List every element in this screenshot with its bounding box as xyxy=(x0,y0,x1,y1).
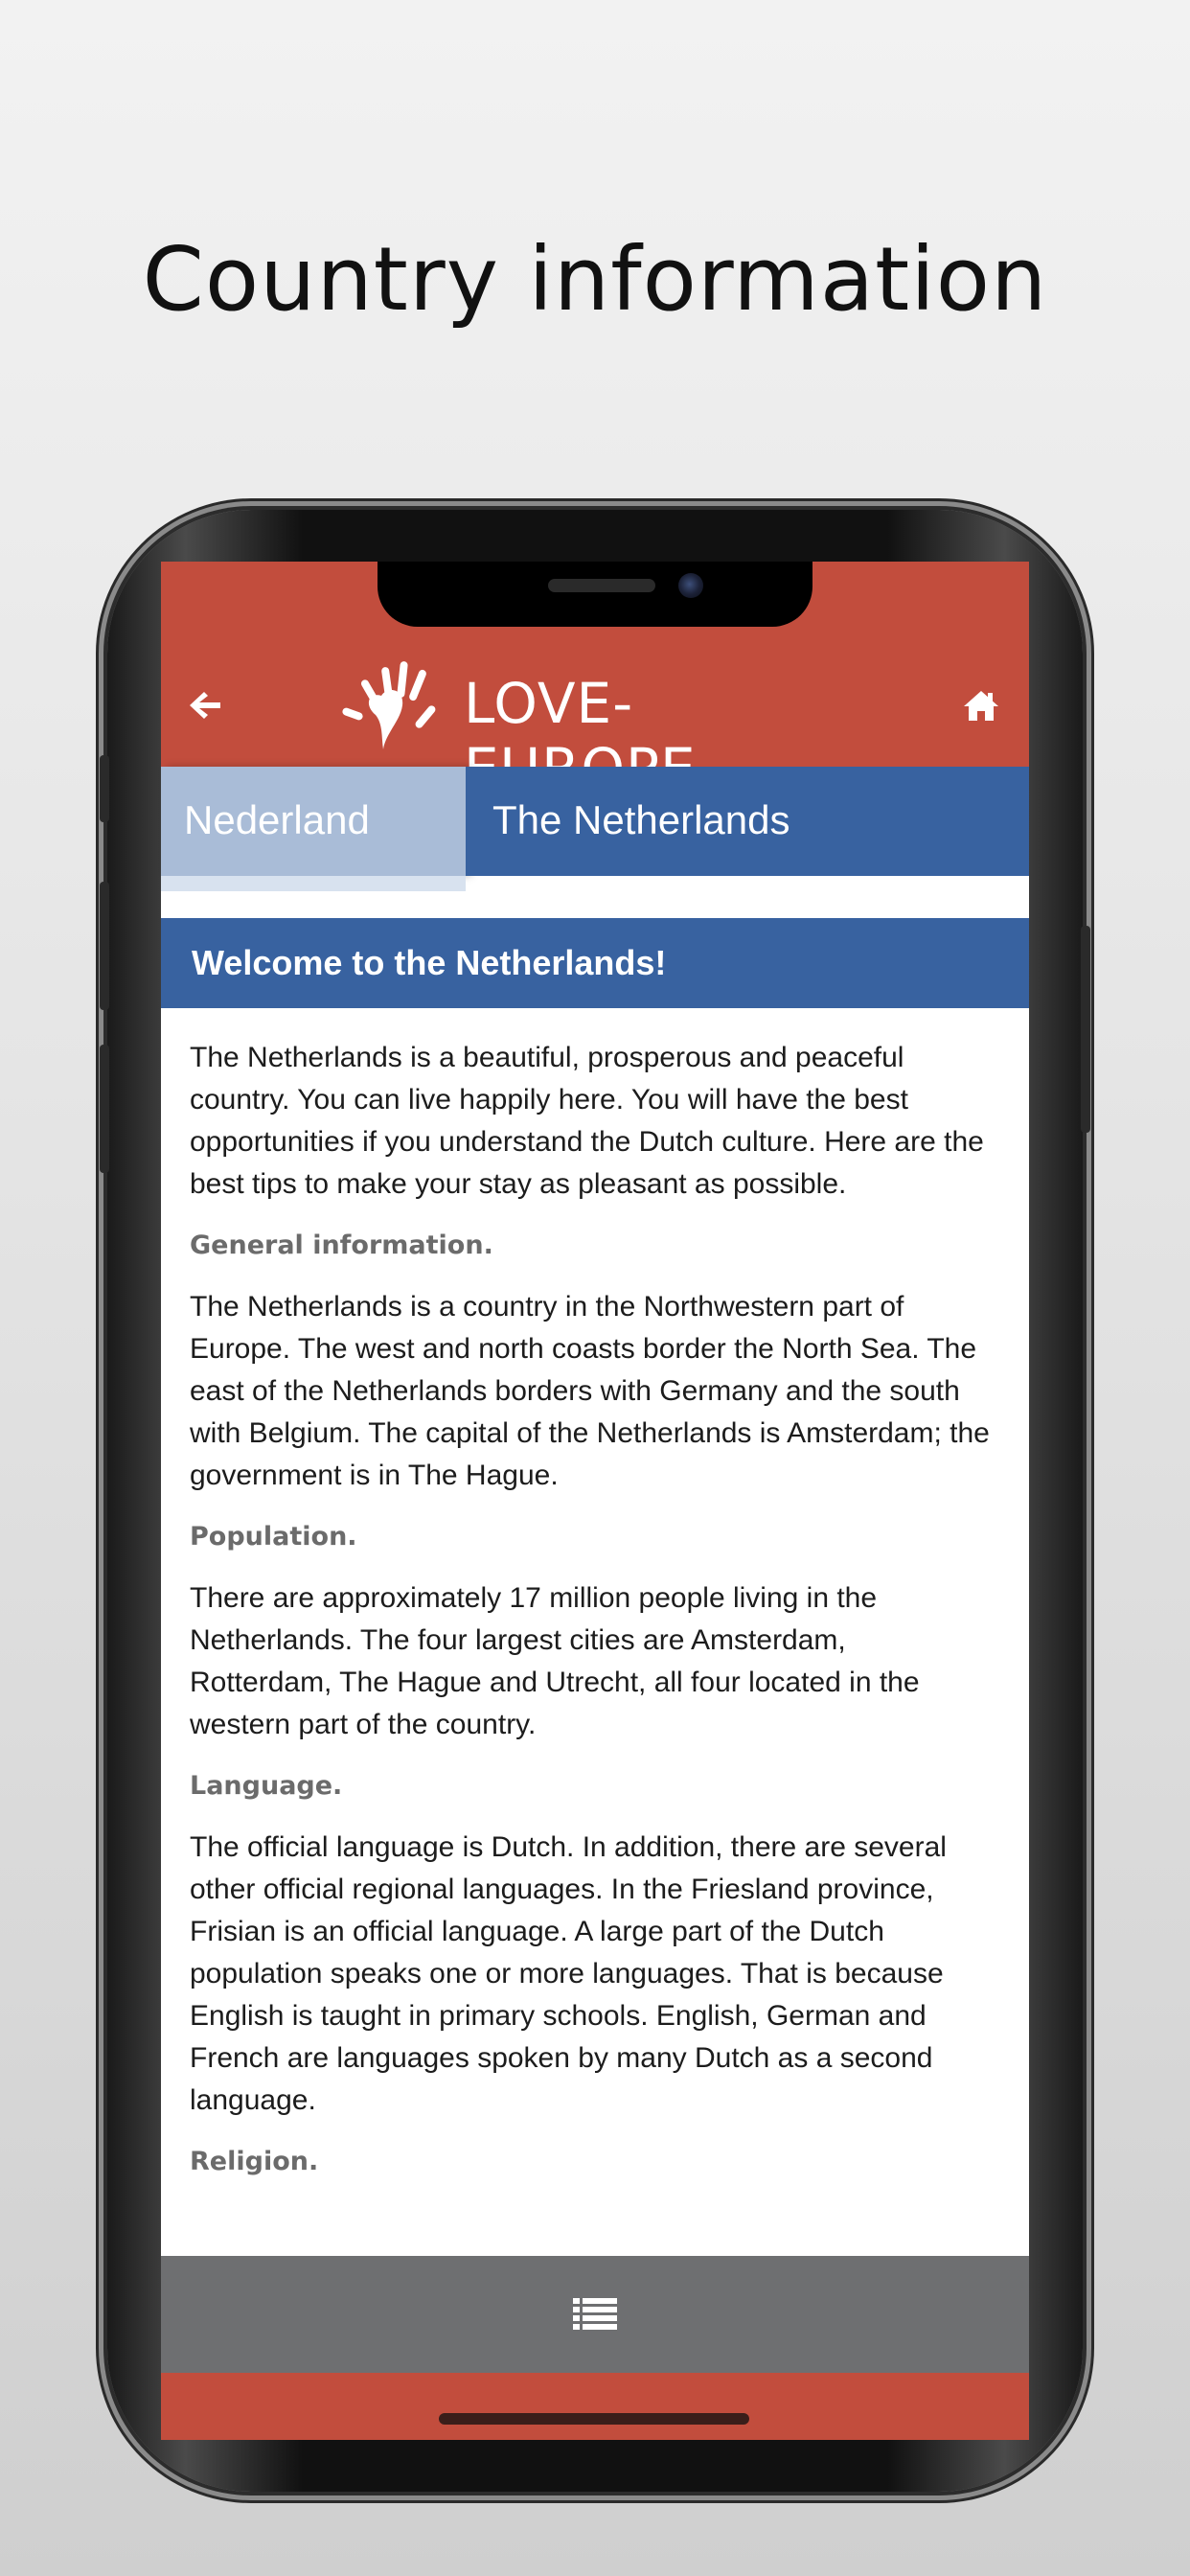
section-heading-bar xyxy=(161,918,1029,1008)
language-heading: Language. xyxy=(190,1771,343,1801)
tab-native-name-underline xyxy=(161,876,466,891)
volume-up-button xyxy=(100,882,109,1010)
tab-english-name-label: The Netherlands xyxy=(492,797,790,842)
section-title: Welcome to the Netherlands! xyxy=(192,943,667,982)
menu-button[interactable] xyxy=(573,2296,617,2333)
tab-native-name[interactable] xyxy=(161,767,466,876)
population-heading: Population. xyxy=(190,1522,357,1552)
front-camera xyxy=(678,573,703,598)
arrow-left-icon xyxy=(186,686,224,724)
bottom-toolbar xyxy=(161,2256,1029,2373)
language-paragraph: The official language is Dutch. In addition, there are several other official regional languages. In the Friesland province, Frisian is an official language. A large part of the Dutch population speaks one or more languages. That is because English is taught in primary schools. English, German and French are languages spoken by many Dutch as a second language. xyxy=(190,1831,947,2116)
home-button[interactable] xyxy=(962,686,1000,724)
intro-paragraph: The Netherlands is a beautiful, prosperous and peaceful country. You can live happily here. You will have the best opportunities if you understand the Dutch culture. Here are the best tips to make your stay as pleasant as possible. xyxy=(190,1042,984,1200)
population-paragraph: There are approximately 17 million people living in the Netherlands. The four largest cities are Amsterdam, Rotterdam, The Hague and Utrecht, all four located in the western part of the country. xyxy=(190,1582,920,1740)
device-notch xyxy=(378,562,812,627)
back-button[interactable] xyxy=(186,686,224,724)
tab-english-name[interactable] xyxy=(466,767,1029,876)
heart-hand-logo-icon xyxy=(341,657,446,763)
religion-heading: Religion. xyxy=(190,2147,319,2176)
earpiece-speaker xyxy=(548,579,655,592)
phone-screen xyxy=(161,562,1029,2440)
country-name-tabs xyxy=(161,767,1029,891)
home-icon xyxy=(962,686,1000,724)
home-indicator[interactable] xyxy=(439,2413,749,2425)
volume-down-button xyxy=(100,1045,109,1173)
list-icon xyxy=(573,2296,617,2333)
tab-native-name-label: Nederland xyxy=(184,797,370,842)
mute-switch xyxy=(100,755,109,822)
power-button xyxy=(1081,926,1090,1133)
article-content[interactable] xyxy=(190,1037,995,2176)
logo-text: LOVE- xyxy=(464,671,634,736)
promo-headline: Country information xyxy=(142,228,1048,331)
general-heading: General information. xyxy=(190,1230,493,1260)
general-paragraph: The Netherlands is a country in the Northwestern part of Europe. The west and north coasts border the North Sea. The east of the Netherlands borders with Germany and the south with Belgium. The capital of the Netherlands is Amsterdam; the government is in The Hague. xyxy=(190,1291,990,1491)
footer-band xyxy=(161,2373,1029,2440)
app-logo xyxy=(341,657,858,763)
